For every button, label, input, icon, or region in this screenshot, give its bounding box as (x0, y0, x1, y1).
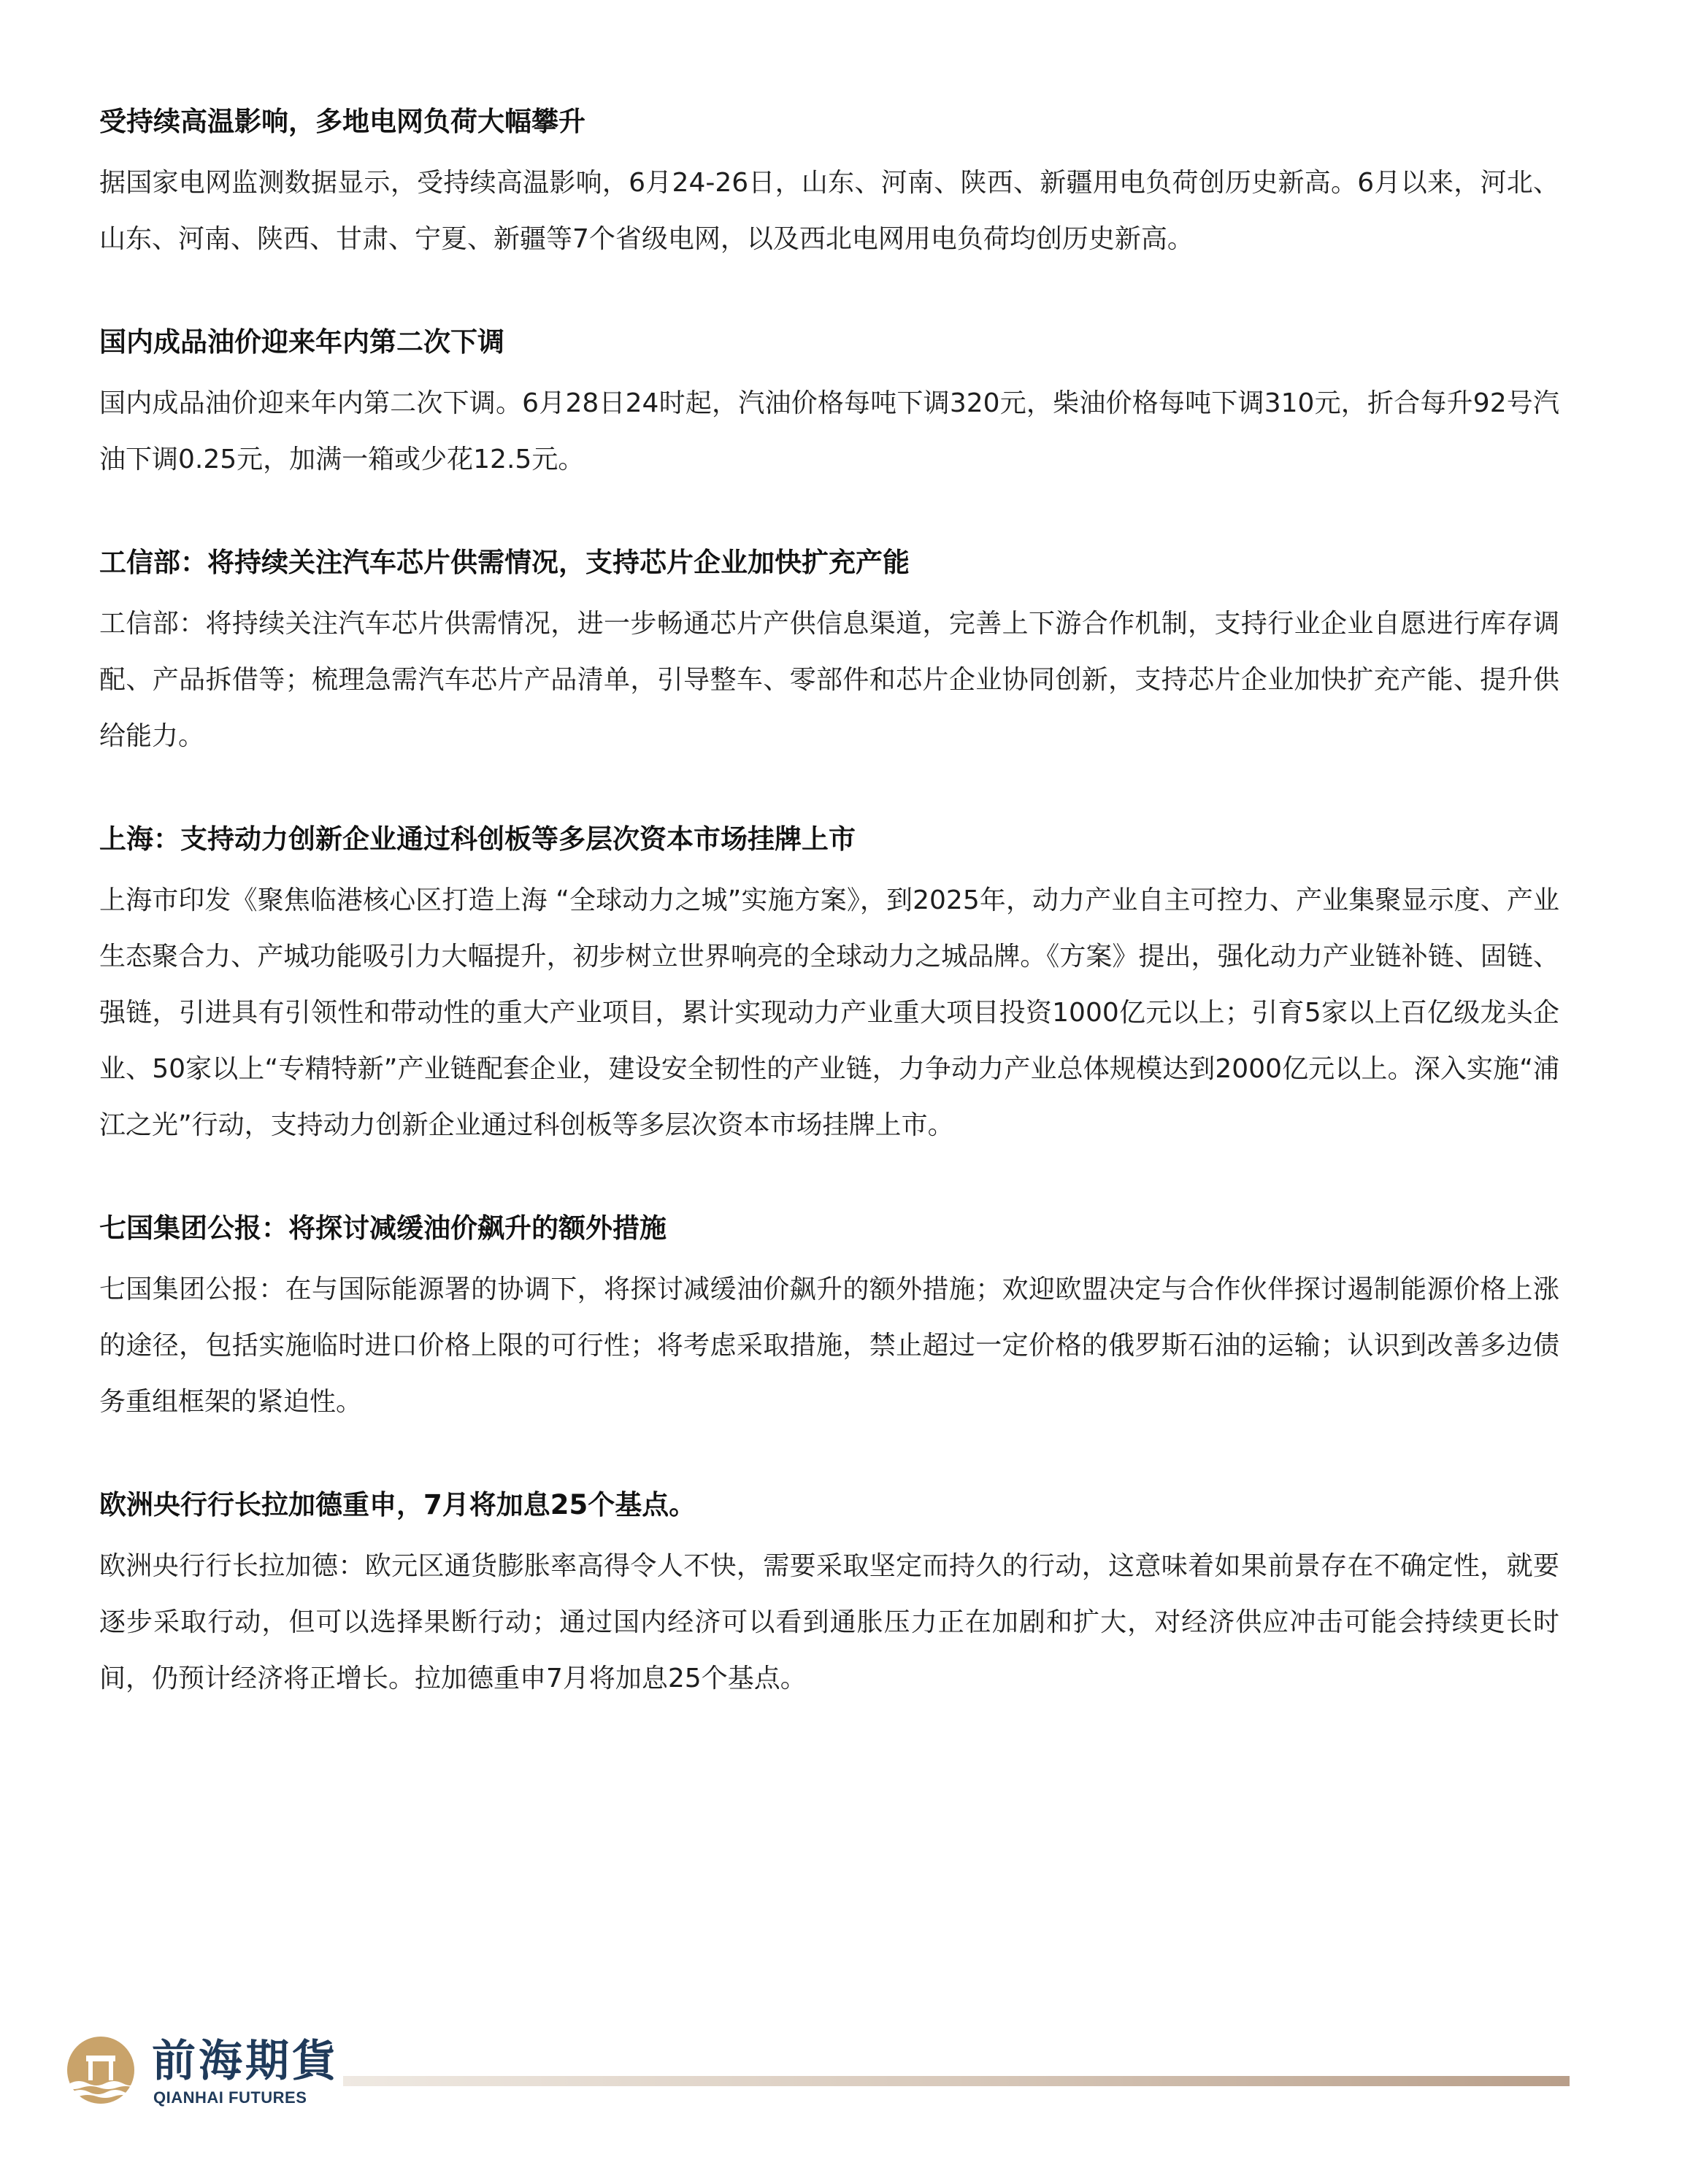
news-section (99, 821, 1559, 1153)
news-section (99, 1210, 1559, 1430)
section-title: 七国集团公报：将探讨减缓油价飙升的额外措施 (99, 1212, 667, 1244)
section-body: 据国家电网监测数据显示，受持续高温影响，6月24-26日，山东、河南、陕西、新疆用电负荷创历史新高。6月以来，河北、山东、河南、陕西、甘肃、宁夏、新疆等7个省级电网，以及西北电网用电负荷均创历史新高。 (99, 168, 1559, 254)
section-body: 七国集团公报：在与国际能源署的协调下，将探讨减缓油价飙升的额外措施；欢迎欧盟决定与合作伙伴探讨遏制能源价格上涨的途径，包括实施临时进口价格上限的可行性；将考虑采取措施，禁止超过一定价格的俄罗斯石油的运输；认识到改善多边债务重组框架的紧迫性。 (99, 1274, 1559, 1417)
section-body: 上海市印发《聚焦临港核心区打造上海 “全球动力之城”实施方案》，到2025年，动力产业自主可控力、产业集聚显示度、产业生态聚合力、产城功能吸引力大幅提升，初步树立世界响亮的全球动力之城品牌。《方案》提出，强化动力产业链补链、固链、强链，引进具有引领性和带动性的重大产业项目，累计实现动力产业重大项目投资1000亿元以上；引育5家以上百亿级龙头企业、50家以上“专精特新”产业链配套企业，建设安全韧性的产业链，力争动力产业总体规模达到2000亿元以上。深入实施“浦江之光”行动，支持动力创新企业通过科创板等多层次资本市场挂牌上市。 (99, 885, 1559, 1140)
logo-english-name: QIANHAI FUTURES (153, 2088, 307, 2107)
section-body: 国内成品油价迎来年内第二次下调。6月28日24时起，汽油价格每吨下调320元，柴油价格每吨下调310元，折合每升92号汽油下调0.25元，加满一箱或少花12.5元。 (99, 388, 1559, 474)
section-title: 上海：支持动力创新企业通过科创板等多层次资本市场挂牌上市 (99, 823, 856, 855)
section-body: 欧洲央行行长拉加德：欧元区通货膨胀率高得令人不快，需要采取坚定而持久的行动，这意味着如果前景存在不确定性，就要逐步采取行动，但可以选择果断行动；通过国内经济可以看到通胀压力正在加剧和扩大，对经济供应冲击可能会持续更长时间，仍预计经济将正增长。拉加德重申7月将加息25个基点。 (99, 1551, 1559, 1693)
footer-divider (343, 2076, 1570, 2086)
news-section (99, 324, 1559, 488)
section-title: 欧洲央行行长拉加德重申，7月将加息25个基点。 (99, 1489, 696, 1520)
section-body: 工信部：将持续关注汽车芯片供需情况，进一步畅通芯片产供信息渠道，完善上下游合作机制，支持行业企业自愿进行库存调配、产品拆借等；梳理急需汽车芯片产品清单，引导整车、零部件和芯片企业协同创新，支持芯片企业加快扩充产能、提升供给能力。 (99, 609, 1559, 751)
section-title: 工信部：将持续关注汽车芯片供需情况，支持芯片企业加快扩充产能 (99, 547, 910, 578)
news-section (99, 104, 1559, 267)
section-title: 受持续高温影响，多地电网负荷大幅攀升 (99, 106, 585, 137)
news-section (99, 545, 1559, 764)
qianhai-logo-icon (64, 2034, 137, 2107)
page-footer (64, 2029, 1568, 2117)
news-content (99, 104, 1559, 1764)
news-section (99, 1487, 1559, 1707)
logo-chinese-name: 前海期貨 (152, 2036, 339, 2087)
section-title: 国内成品油价迎来年内第二次下调 (99, 326, 504, 358)
